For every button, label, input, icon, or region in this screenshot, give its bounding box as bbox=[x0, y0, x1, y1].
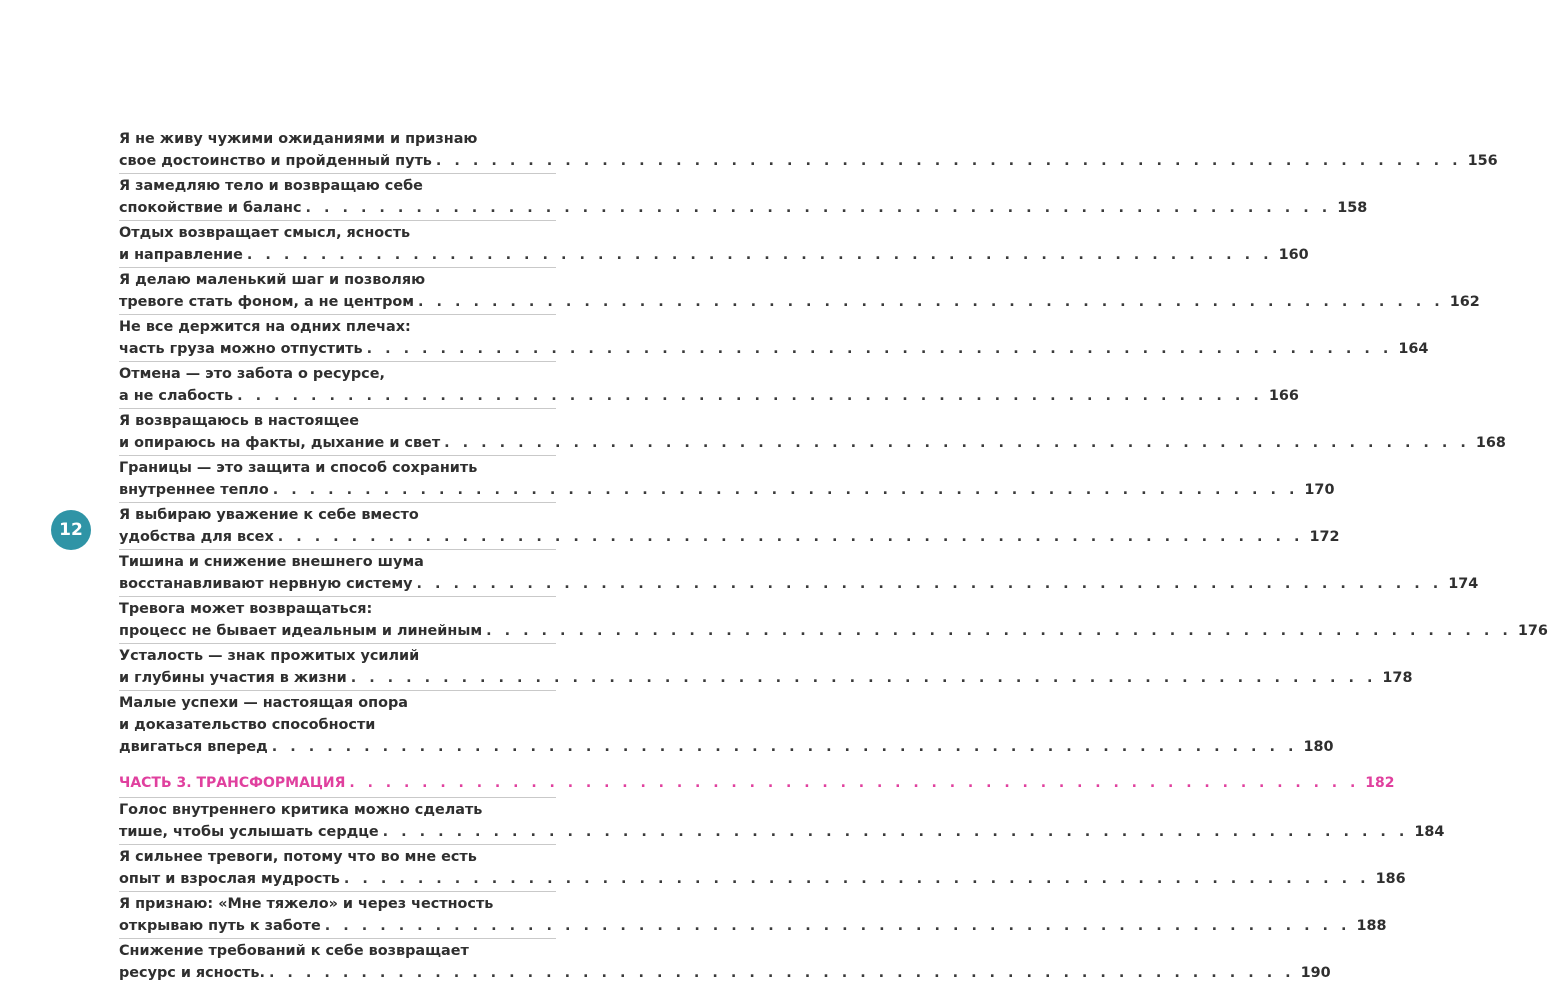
dot-leader: . . . . . . . . . . . . . . . . . . . . . . . . . . . . . . . . . . . . . . . . . . . . . . . . . . . . . . . . bbox=[305, 200, 1332, 216]
toc-page-number: 162 bbox=[1449, 294, 1480, 310]
dot-leader: . . . . . . . . . . . . . . . . . . . . . . . . . . . . . . . . . . . . . . . . . . . . . . . . . . . . . . . . bbox=[486, 623, 1512, 639]
toc-entry[interactable] bbox=[119, 173, 1368, 220]
toc-entry-title-line: Малые успехи — настоящая опора bbox=[119, 695, 408, 711]
toc-entry[interactable] bbox=[119, 455, 1335, 502]
toc-entry-title-line: процесс не бывает идеальным и линейным bbox=[119, 623, 483, 639]
dot-leader: . . . . . . . . . . . . . . . . . . . . . . . . . . . . . . . . . . . . . . . . . . . . . . . . . . . . . . . . bbox=[246, 247, 1273, 263]
toc-entry-title-line: Я сильнее тревоги, потому что во мне есть bbox=[119, 849, 477, 865]
toc-entry-title-line: Снижение требований к себе возвращает bbox=[119, 943, 469, 959]
toc-page-number: 156 bbox=[1467, 153, 1498, 169]
dot-leader: . . . . . . . . . . . . . . . . . . . . . . . . . . . . . . . . . . . . . . . . . . . . . . . . . . . . . . . . bbox=[435, 153, 1462, 169]
toc-entry[interactable] bbox=[119, 643, 1413, 690]
dot-leader: . . . . . . . . . . . . . . . . . . . . . . . . . . . . . . . . . . . . . . . . . . . . . . . . . . . . . . . . bbox=[343, 871, 1370, 887]
toc-entry[interactable] bbox=[119, 502, 1340, 549]
toc-entry-title-line: удобства для всех bbox=[119, 529, 274, 545]
toc-page-number: 180 bbox=[1303, 739, 1334, 755]
toc-page-number: 174 bbox=[1448, 576, 1479, 592]
toc-entry-title-line: внутреннее тепло bbox=[119, 482, 269, 498]
page-number-badge: 12 bbox=[51, 510, 91, 550]
dot-leader: . . . . . . . . . . . . . . . . . . . . . . . . . . . . . . . . . . . . . . . . . . . . . . . . . . . . . . . . bbox=[416, 576, 1443, 592]
toc-entry[interactable] bbox=[119, 361, 1299, 408]
toc-entry-title-line: и опираюсь на факты, дыхание и свет bbox=[119, 435, 441, 451]
toc-page-number: 186 bbox=[1375, 871, 1406, 887]
toc-entry-title-line: Я делаю маленький шаг и позволяю bbox=[119, 272, 426, 288]
toc-page-number: 160 bbox=[1278, 247, 1309, 263]
toc-entry[interactable] bbox=[119, 220, 1309, 267]
toc-entry-title-line: Я возвращаюсь в настоящее bbox=[119, 413, 360, 429]
toc-entry-title-line: и глубины участия в жизни bbox=[119, 670, 347, 686]
toc-entry-title-line: опыт и взрослая мудрость bbox=[119, 871, 340, 887]
dot-leader: . . . . . . . . . . . . . . . . . . . . . . . . . . . . . . . . . . . . . . . . . . . . . . . . . . . . . . . . bbox=[268, 965, 1295, 981]
toc-entry-title-line: Я выбираю уважение к себе вместо bbox=[119, 507, 419, 523]
toc-page-number: 188 bbox=[1356, 918, 1387, 934]
toc-page-number: 168 bbox=[1475, 435, 1506, 451]
toc-page-number: 164 bbox=[1398, 341, 1429, 357]
toc-entry-title-line: Я замедляю тело и возвращаю себе bbox=[119, 178, 423, 194]
toc-entry[interactable] bbox=[119, 690, 1334, 759]
toc-entry-title-line: часть груза можно отпустить bbox=[119, 341, 363, 357]
toc-entry-title-line: Границы — это защита и способ сохранить bbox=[119, 460, 478, 476]
toc-entry-title-line: Голос внутреннего критика можно сделать bbox=[119, 802, 483, 818]
toc-entry-title-line: а не слабость bbox=[119, 388, 234, 404]
toc-page-number: 176 bbox=[1517, 623, 1548, 639]
toc-entry[interactable] bbox=[119, 938, 1331, 985]
toc-page-number: 182 bbox=[1365, 775, 1395, 791]
toc-entry-title-line: Тревога может возвращаться: bbox=[119, 601, 373, 617]
toc-entry-title-line: Тишина и снижение внешнего шума bbox=[119, 554, 424, 570]
toc-entry-title-line: ресурс и ясность. bbox=[119, 965, 265, 981]
toc-entry-title-line: и доказательство способности bbox=[119, 717, 376, 733]
toc-page-number: 178 bbox=[1382, 670, 1413, 686]
toc-entry[interactable] bbox=[119, 127, 1498, 173]
toc-part-heading[interactable] bbox=[119, 766, 1395, 797]
toc-page-number: 166 bbox=[1268, 388, 1299, 404]
toc-entry[interactable] bbox=[119, 408, 1506, 455]
toc-page-number: 158 bbox=[1337, 200, 1368, 216]
toc-entry-title-line: Не все держится на одних плечах: bbox=[119, 319, 411, 335]
table-of-contents bbox=[119, 127, 1548, 985]
toc-entry-title-line: Отмена — это забота о ресурсе, bbox=[119, 366, 385, 382]
dot-leader: . . . . . . . . . . . . . . . . . . . . . . . . . . . . . . . . . . . . . . . . . . . . . . . . . . . . . . . . bbox=[382, 824, 1409, 840]
toc-entry[interactable] bbox=[119, 314, 1429, 361]
toc-entry-title-line: Я признаю: «Мне тяжело» и через честность bbox=[119, 896, 494, 912]
part-title: ЧАСТЬ 3. ТРАНСФОРМАЦИЯ bbox=[119, 775, 346, 791]
toc-entry-title-line: открываю путь к заботе bbox=[119, 918, 321, 934]
dot-leader: . . . . . . . . . . . . . . . . . . . . . . . . . . . . . . . . . . . . . . . . . . . . . . . . . . . . . . . . bbox=[366, 341, 1393, 357]
dot-leader: . . . . . . . . . . . . . . . . . . . . . . . . . . . . . . . . . . . . . . . . . . . . . . . . . . . . . . . . bbox=[237, 388, 1263, 404]
toc-entry-title-line: свое достоинство и пройденный путь bbox=[119, 153, 432, 169]
dot-leader: . . . . . . . . . . . . . . . . . . . . . . . . . . . . . . . . . . . . . . . . . . . . . . . . . . . . . . . . bbox=[272, 482, 1299, 498]
toc-entry-title-line: Отдых возвращает смысл, ясность bbox=[119, 225, 411, 241]
toc-entry-title-line: и направление bbox=[119, 247, 243, 263]
toc-entry-title-line: тише, чтобы услышать сердце bbox=[119, 824, 379, 840]
dot-leader: . . . . . . . . . . . . . . . . . . . . . . . . . . . . . . . . . . . . . . . . . . . . . . . . . . . . . . . . bbox=[324, 918, 1351, 934]
toc-page-number: 170 bbox=[1304, 482, 1335, 498]
toc-entry[interactable] bbox=[119, 844, 1406, 891]
dot-leader: . . . . . . . . . . . . . . . . . . . . . . . . . . . . . . . . . . . . . . . . . . . . . . . . . . . . . . . . bbox=[271, 739, 1298, 755]
toc-entry-title-line: Усталость — знак прожитых усилий bbox=[119, 648, 420, 664]
dot-leader: . . . . . . . . . . . . . . . . . . . . . . . . . . . . . . . . . . . . . . . . . . . . . . . . . . . . . . . . bbox=[349, 775, 1360, 791]
toc-entry-title-line: Я не живу чужими ожиданиями и признаю bbox=[119, 131, 478, 147]
toc-entry-title-line: двигаться вперед bbox=[119, 739, 268, 755]
toc-entry[interactable] bbox=[119, 891, 1387, 938]
toc-entry-title-line: тревоге стать фоном, а не центром bbox=[119, 294, 415, 310]
toc-entry[interactable] bbox=[119, 549, 1479, 596]
toc-entry[interactable] bbox=[119, 596, 1548, 643]
toc-entry[interactable] bbox=[119, 267, 1480, 314]
dot-leader: . . . . . . . . . . . . . . . . . . . . . . . . . . . . . . . . . . . . . . . . . . . . . . . . . . . . . . . . bbox=[444, 435, 1470, 451]
toc-entry-title-line: спокойствие и баланс bbox=[119, 200, 302, 216]
toc-page-number: 172 bbox=[1309, 529, 1340, 545]
toc-page-number: 184 bbox=[1414, 824, 1445, 840]
dot-leader: . . . . . . . . . . . . . . . . . . . . . . . . . . . . . . . . . . . . . . . . . . . . . . . . . . . . . . . . bbox=[350, 670, 1377, 686]
toc-entry[interactable] bbox=[119, 797, 1445, 844]
toc-page-number: 190 bbox=[1300, 965, 1331, 981]
dot-leader: . . . . . . . . . . . . . . . . . . . . . . . . . . . . . . . . . . . . . . . . . . . . . . . . . . . . . . . . bbox=[277, 529, 1304, 545]
toc-entry-title-line: восстанавливают нервную систему bbox=[119, 576, 413, 592]
dot-leader: . . . . . . . . . . . . . . . . . . . . . . . . . . . . . . . . . . . . . . . . . . . . . . . . . . . . . . . . bbox=[418, 294, 1444, 310]
